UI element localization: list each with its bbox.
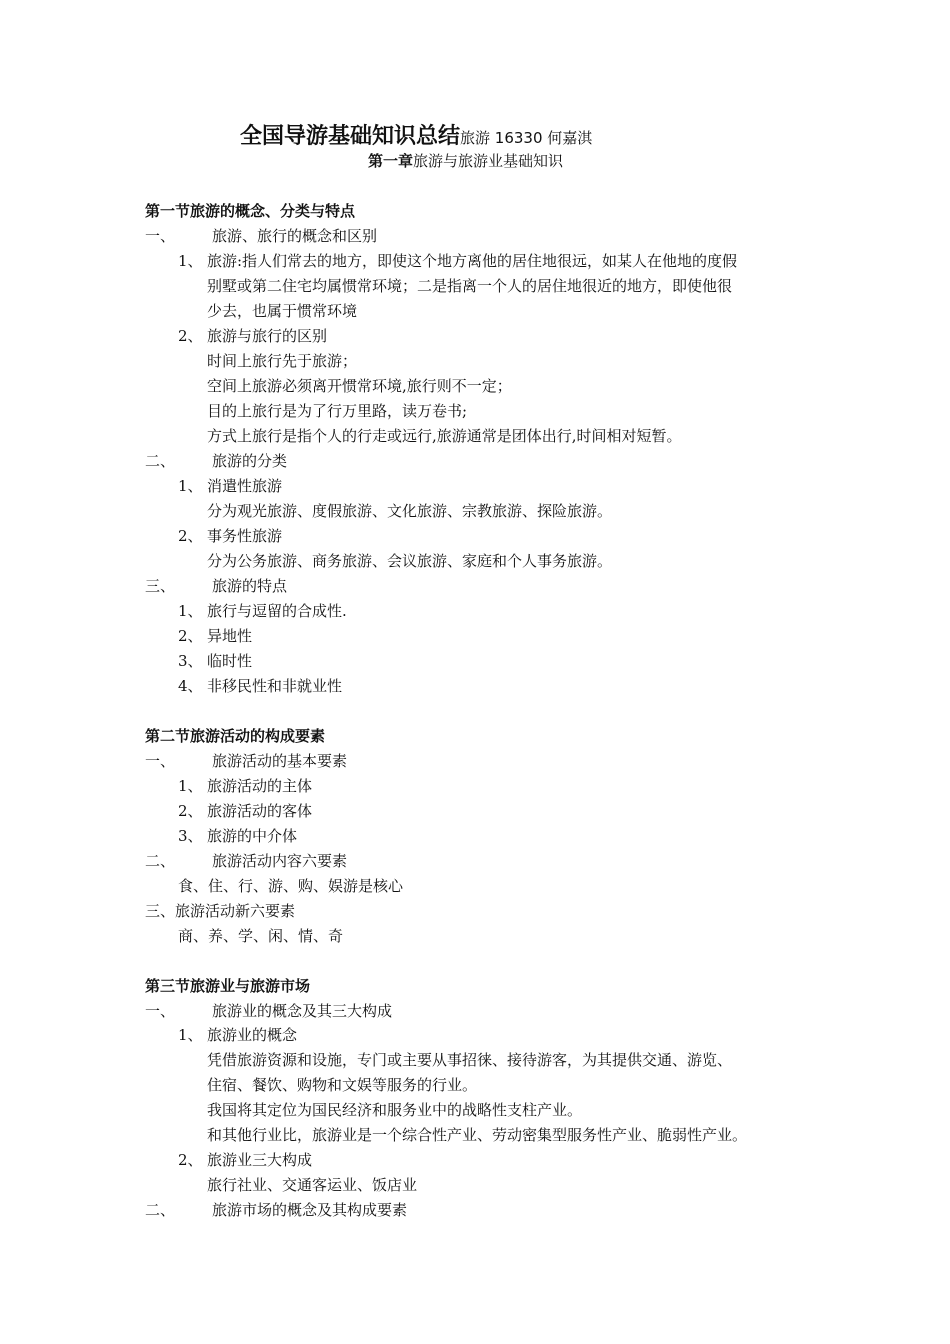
- list-item-text: 旅游活动内容六要素: [212, 852, 348, 870]
- paragraph-line: 别墅或第二住宅均属惯常环境；二是指离一个人的居住地很近的地方，即使他很: [207, 277, 733, 295]
- paragraph-line: 目的上旅行是为了行万里路，读万卷书;: [207, 402, 468, 420]
- list-item-text: 异地性: [207, 627, 253, 645]
- list-marker: 一、: [145, 752, 176, 770]
- list-marker: 3、: [178, 827, 203, 845]
- list-item-text: 三、旅游活动新六要素: [145, 902, 296, 920]
- paragraph-line: 旅行社业、交通客运业、饭店业: [207, 1176, 418, 1194]
- paragraph-line: 商、养、学、闲、情、奇: [178, 927, 344, 945]
- list-item-text: 旅游活动的主体: [207, 777, 313, 795]
- list-marker: 一、: [145, 227, 176, 245]
- paragraph-line: 食、住、行、游、购、娱游是核心: [178, 877, 404, 895]
- chapter-title: 旅游与旅游业基础知识: [413, 152, 564, 170]
- list-marker: 4、: [178, 677, 203, 695]
- list-item-text: 旅游与旅行的区别: [207, 327, 328, 345]
- list-marker: 一、: [145, 1002, 176, 1020]
- list-marker: 2、: [178, 627, 203, 645]
- list-item-text: 旅游活动的基本要素: [212, 752, 348, 770]
- chapter-heading: [368, 151, 563, 171]
- list-marker: 二、: [145, 852, 176, 870]
- list-marker: 3、: [178, 652, 203, 670]
- list-item-text: 事务性旅游: [207, 527, 283, 545]
- list-item-text: 旅游的中介体: [207, 827, 298, 845]
- list-item-text: 旅游业的概念及其三大构成: [212, 1002, 393, 1020]
- list-marker: 二、: [145, 1201, 176, 1219]
- list-marker: 2、: [178, 1151, 203, 1169]
- paragraph-line: 和其他行业比，旅游业是一个综合性产业、劳动密集型服务性产业、脆弱性产业。: [207, 1126, 748, 1144]
- list-marker: 2、: [178, 802, 203, 820]
- list-item-text: 临时性: [207, 652, 253, 670]
- list-item-text: 旅游、旅行的概念和区别: [212, 227, 378, 245]
- list-item-text: 旅行与逗留的合成性.: [207, 602, 347, 620]
- list-item-text: 消遣性旅游: [207, 477, 283, 495]
- list-item-text: 旅游业三大构成: [207, 1151, 313, 1169]
- document-author: 旅游 16330 何嘉淇: [460, 129, 593, 147]
- paragraph-line: 少去，也属于惯常环境: [207, 302, 358, 320]
- list-marker: 1、: [178, 1026, 203, 1044]
- paragraph-line: 方式上旅行是指个人的行走或远行,旅游通常是团体出行,时间相对短暂。: [207, 427, 682, 445]
- section-heading: 第三节旅游业与旅游市场: [145, 977, 311, 995]
- list-marker: 1、: [178, 602, 203, 620]
- list-item-text: 旅游活动的客体: [207, 802, 313, 820]
- paragraph-line: 时间上旅行先于旅游；: [207, 352, 358, 370]
- chapter-label: 第一章: [368, 152, 414, 170]
- paragraph-line: 我国将其定位为国民经济和服务业中的战略性支柱产业。: [207, 1101, 583, 1119]
- paragraph-line: 分为公务旅游、商务旅游、会议旅游、家庭和个人事务旅游。: [207, 552, 613, 570]
- list-marker: 1、: [178, 252, 203, 270]
- list-marker: 1、: [178, 777, 203, 795]
- list-item-text: 旅游业的概念: [207, 1026, 298, 1044]
- list-item-text: 旅游的特点: [212, 577, 288, 595]
- paragraph-line: 住宿、餐饮、购物和文娱等服务的行业。: [207, 1076, 478, 1094]
- section-heading: 第一节旅游的概念、分类与特点: [145, 202, 356, 220]
- document-title: 全国导游基础知识总结: [240, 123, 461, 149]
- document-title-line: [240, 122, 592, 152]
- paragraph-line: 凭借旅游资源和设施，专门或主要从事招徕、接待游客，为其提供交通、游览、: [207, 1051, 733, 1069]
- list-marker: 二、: [145, 452, 176, 470]
- paragraph-line: 空间上旅游必须离开惯常环境,旅行则不一定；: [207, 377, 512, 395]
- list-marker: 三、: [145, 577, 176, 595]
- list-marker: 1、: [178, 477, 203, 495]
- paragraph-line: 分为观光旅游、度假旅游、文化旅游、宗教旅游、探险旅游。: [207, 502, 613, 520]
- section-heading: 第二节旅游活动的构成要素: [145, 727, 326, 745]
- list-marker: 2、: [178, 327, 203, 345]
- list-item-text: 非移民性和非就业性: [207, 677, 343, 695]
- list-item-text: 旅游的分类: [212, 452, 288, 470]
- list-item-text: 旅游:指人们常去的地方，即使这个地方离他的居住地很远，如某人在他地的度假: [207, 252, 738, 270]
- list-marker: 2、: [178, 527, 203, 545]
- list-item-text: 旅游市场的概念及其构成要素: [212, 1201, 408, 1219]
